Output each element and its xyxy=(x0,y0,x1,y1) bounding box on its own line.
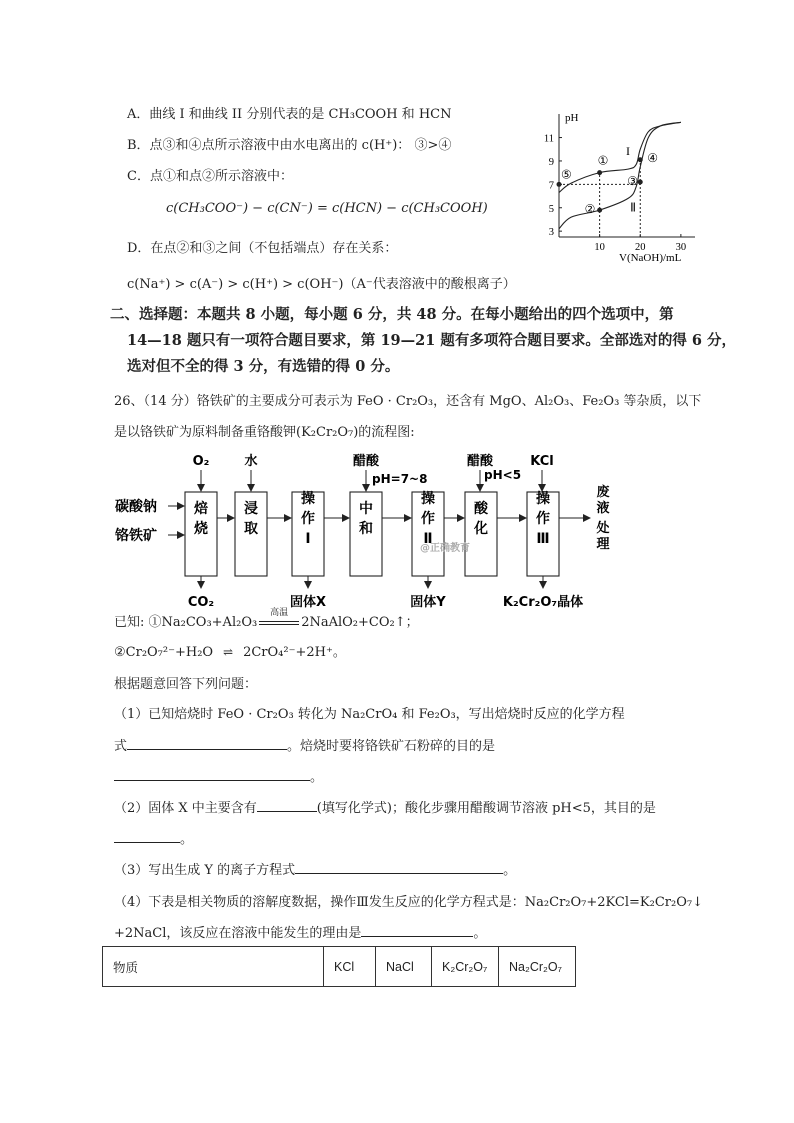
option-d: D．在点②和③之间（不包括端点）存在关系： xyxy=(127,241,398,256)
part4-line1: （4）下表是相关物质的溶解度数据，操作Ⅲ发生反应的化学方程式是：Na₂Cr₂O₇+2KCl=K₂Cr₂O₇↓ xyxy=(114,895,703,910)
process-label: 浸 xyxy=(244,501,258,517)
reagent-label: O₂ xyxy=(192,454,210,469)
q26-line1: 26、（14 分）铬铁矿的主要成分可表示为 FeO · Cr₂O₃，还含有 MgO、Al₂O₃、Fe₂O₃ 等杂质，以下 xyxy=(114,394,702,409)
option-c: C．点①和点②所示溶液中： xyxy=(127,169,293,184)
process-label: 中 xyxy=(359,501,373,517)
process-label: 操 xyxy=(301,491,315,507)
q26-line2: 是以铬铁矿为原料制备重铬酸钾(K₂Cr₂O₇)的流程图: xyxy=(114,425,415,440)
process-flowchart xyxy=(110,445,630,610)
part1-line3: 。 xyxy=(114,766,323,785)
series-line-2 xyxy=(559,122,681,228)
table-cell: 物质 xyxy=(103,947,324,987)
product-label: 固体Y xyxy=(410,595,446,610)
equilibrium-arrow-icon: ⇌ xyxy=(223,645,234,659)
section2-line3: 选对但不全的得 3 分，有选错的得 0 分。 xyxy=(127,358,400,375)
equals-sign xyxy=(259,621,299,625)
series-label: I xyxy=(626,144,631,159)
data-point xyxy=(597,170,602,175)
y-tick-label: 5 xyxy=(548,203,554,215)
process-label: 取 xyxy=(244,521,258,537)
answer-blank-4[interactable] xyxy=(114,828,180,843)
answer-blank-1[interactable] xyxy=(127,735,287,750)
point-label: ④ xyxy=(647,150,659,165)
part3-line: （3）写出生成 Y 的离子方程式 。 xyxy=(114,859,516,878)
input-label: 铬铁矿 xyxy=(115,528,157,544)
input-label: 碳酸钠 xyxy=(115,499,157,515)
condition-label: pH=7~8 xyxy=(372,472,428,486)
x-axis-label: V(NaOH)/mL xyxy=(619,252,682,264)
option-a: A．曲线 I 和曲线 II 分别代表的是 CH₃COOH 和 HCN xyxy=(127,107,452,122)
point-label: ① xyxy=(597,153,609,168)
process-label: 烧 xyxy=(194,521,208,537)
reagent-label: 醋酸 xyxy=(466,454,494,469)
waste-label: 处 xyxy=(596,521,610,536)
point-label: ② xyxy=(584,202,596,217)
data-point xyxy=(557,182,562,187)
process-label: Ⅰ xyxy=(305,531,311,547)
waste-label: 液 xyxy=(596,501,610,516)
section2-line2: 14—18 题只有一项符合题目要求，第 19—21 题有多项符合题目要求。全部选对的得 6 分， xyxy=(127,332,737,349)
known-1: 已知: ①Na₂CO₃+Al₂O₃ 高温 2NaAlO₂+CO₂↑； xyxy=(114,611,419,630)
waste-label: 废 xyxy=(596,485,610,500)
answer-intro: 根据题意回答下列问题： xyxy=(114,677,258,692)
part2-line2: 。 xyxy=(114,828,193,847)
part2-line1: （2）固体 X 中主要含有 (填写化学式)；酸化步骤用醋酸调节溶液 pH<5，其目的是 xyxy=(114,797,656,816)
point-label: ③ xyxy=(627,174,639,189)
x-tick-label: 10 xyxy=(594,242,605,253)
point-label: ⑤ xyxy=(561,167,572,182)
option-c-equation: c(CH₃COO⁻) − c(CN⁻) = c(HCN) − c(CH₃COOH) xyxy=(166,201,488,216)
reagent-label: 水 xyxy=(244,454,258,469)
known-2: ②Cr₂O₇²⁻+H₂O ⇌ 2CrO₄²⁻+2H⁺。 xyxy=(114,645,346,660)
solubility-table xyxy=(102,946,576,987)
process-label: 操 xyxy=(421,491,435,507)
part4-line2: +2NaCl，该反应在溶液中能发生的理由是 。 xyxy=(114,922,486,941)
ph-titration-chart xyxy=(535,108,710,263)
data-point xyxy=(638,180,643,185)
option-b: B．点③和④点所示溶液中由水电离出的 c(H⁺)： ③>④ xyxy=(127,138,452,153)
process-label: 酸 xyxy=(474,501,488,517)
y-tick-label: 9 xyxy=(548,156,554,168)
y-tick-label: 11 xyxy=(543,133,554,145)
part1-line1: （1）已知焙烧时 FeO · Cr₂O₃ 转化为 Na₂CrO₄ 和 Fe₂O₃，写出焙烧时反应的化学方程 xyxy=(114,707,625,722)
series-label: Ⅱ xyxy=(630,200,636,215)
y-axis-label: pH xyxy=(565,112,579,124)
series-line-1 xyxy=(559,122,681,192)
process-label: Ⅲ xyxy=(536,531,550,547)
process-label: 化 xyxy=(474,521,488,537)
x-tick-label: 30 xyxy=(675,242,687,253)
answer-blank-6[interactable] xyxy=(361,922,473,937)
option-d-equation: c(Na⁺) > c(A⁻) > c(H⁺) > c(OH⁻)（A⁻代表溶液中的酸根离子） xyxy=(127,277,516,292)
watermark: @正确教育 xyxy=(420,543,470,554)
answer-blank-5[interactable] xyxy=(295,859,503,874)
process-label: 作 xyxy=(421,511,435,527)
product-label: CO₂ xyxy=(187,595,215,610)
product-label: K₂Cr₂O₇晶体 xyxy=(502,595,584,610)
condition-label: pH<5 xyxy=(484,468,522,482)
process-label: 作 xyxy=(536,511,550,527)
table-cell: KCl xyxy=(324,947,376,987)
data-point xyxy=(638,157,643,162)
process-label: 焙 xyxy=(194,501,208,517)
process-label: 和 xyxy=(359,521,373,537)
answer-blank-2[interactable] xyxy=(114,766,310,781)
table-cell: NaCl xyxy=(376,947,432,987)
process-label: 作 xyxy=(301,511,315,527)
process-label: 操 xyxy=(536,491,550,507)
reagent-label: KCl xyxy=(530,454,554,469)
product-label: 固体X xyxy=(289,595,327,610)
y-tick-label: 7 xyxy=(548,180,554,192)
data-point xyxy=(597,208,602,213)
reaction-condition: 高温 xyxy=(270,608,289,618)
waste-label: 理 xyxy=(596,537,610,552)
table-row xyxy=(103,947,576,987)
x-tick-label: 20 xyxy=(635,242,646,253)
process-label: Ⅱ xyxy=(423,531,433,547)
y-tick-label: 3 xyxy=(548,227,554,239)
answer-blank-3[interactable] xyxy=(257,797,317,812)
table-cell: Na₂Cr₂O₇ xyxy=(499,947,576,987)
part1-line2: 式 。焙烧时要将铬铁矿石粉碎的目的是 xyxy=(114,735,495,754)
reagent-label: 醋酸 xyxy=(352,454,380,469)
section2-line1: 二、选择题：本题共 8 小题，每小题 6 分，共 48 分。在每小题给出的四个选项中，第 xyxy=(110,306,674,323)
table-cell: K₂Cr₂O₇ xyxy=(432,947,499,987)
